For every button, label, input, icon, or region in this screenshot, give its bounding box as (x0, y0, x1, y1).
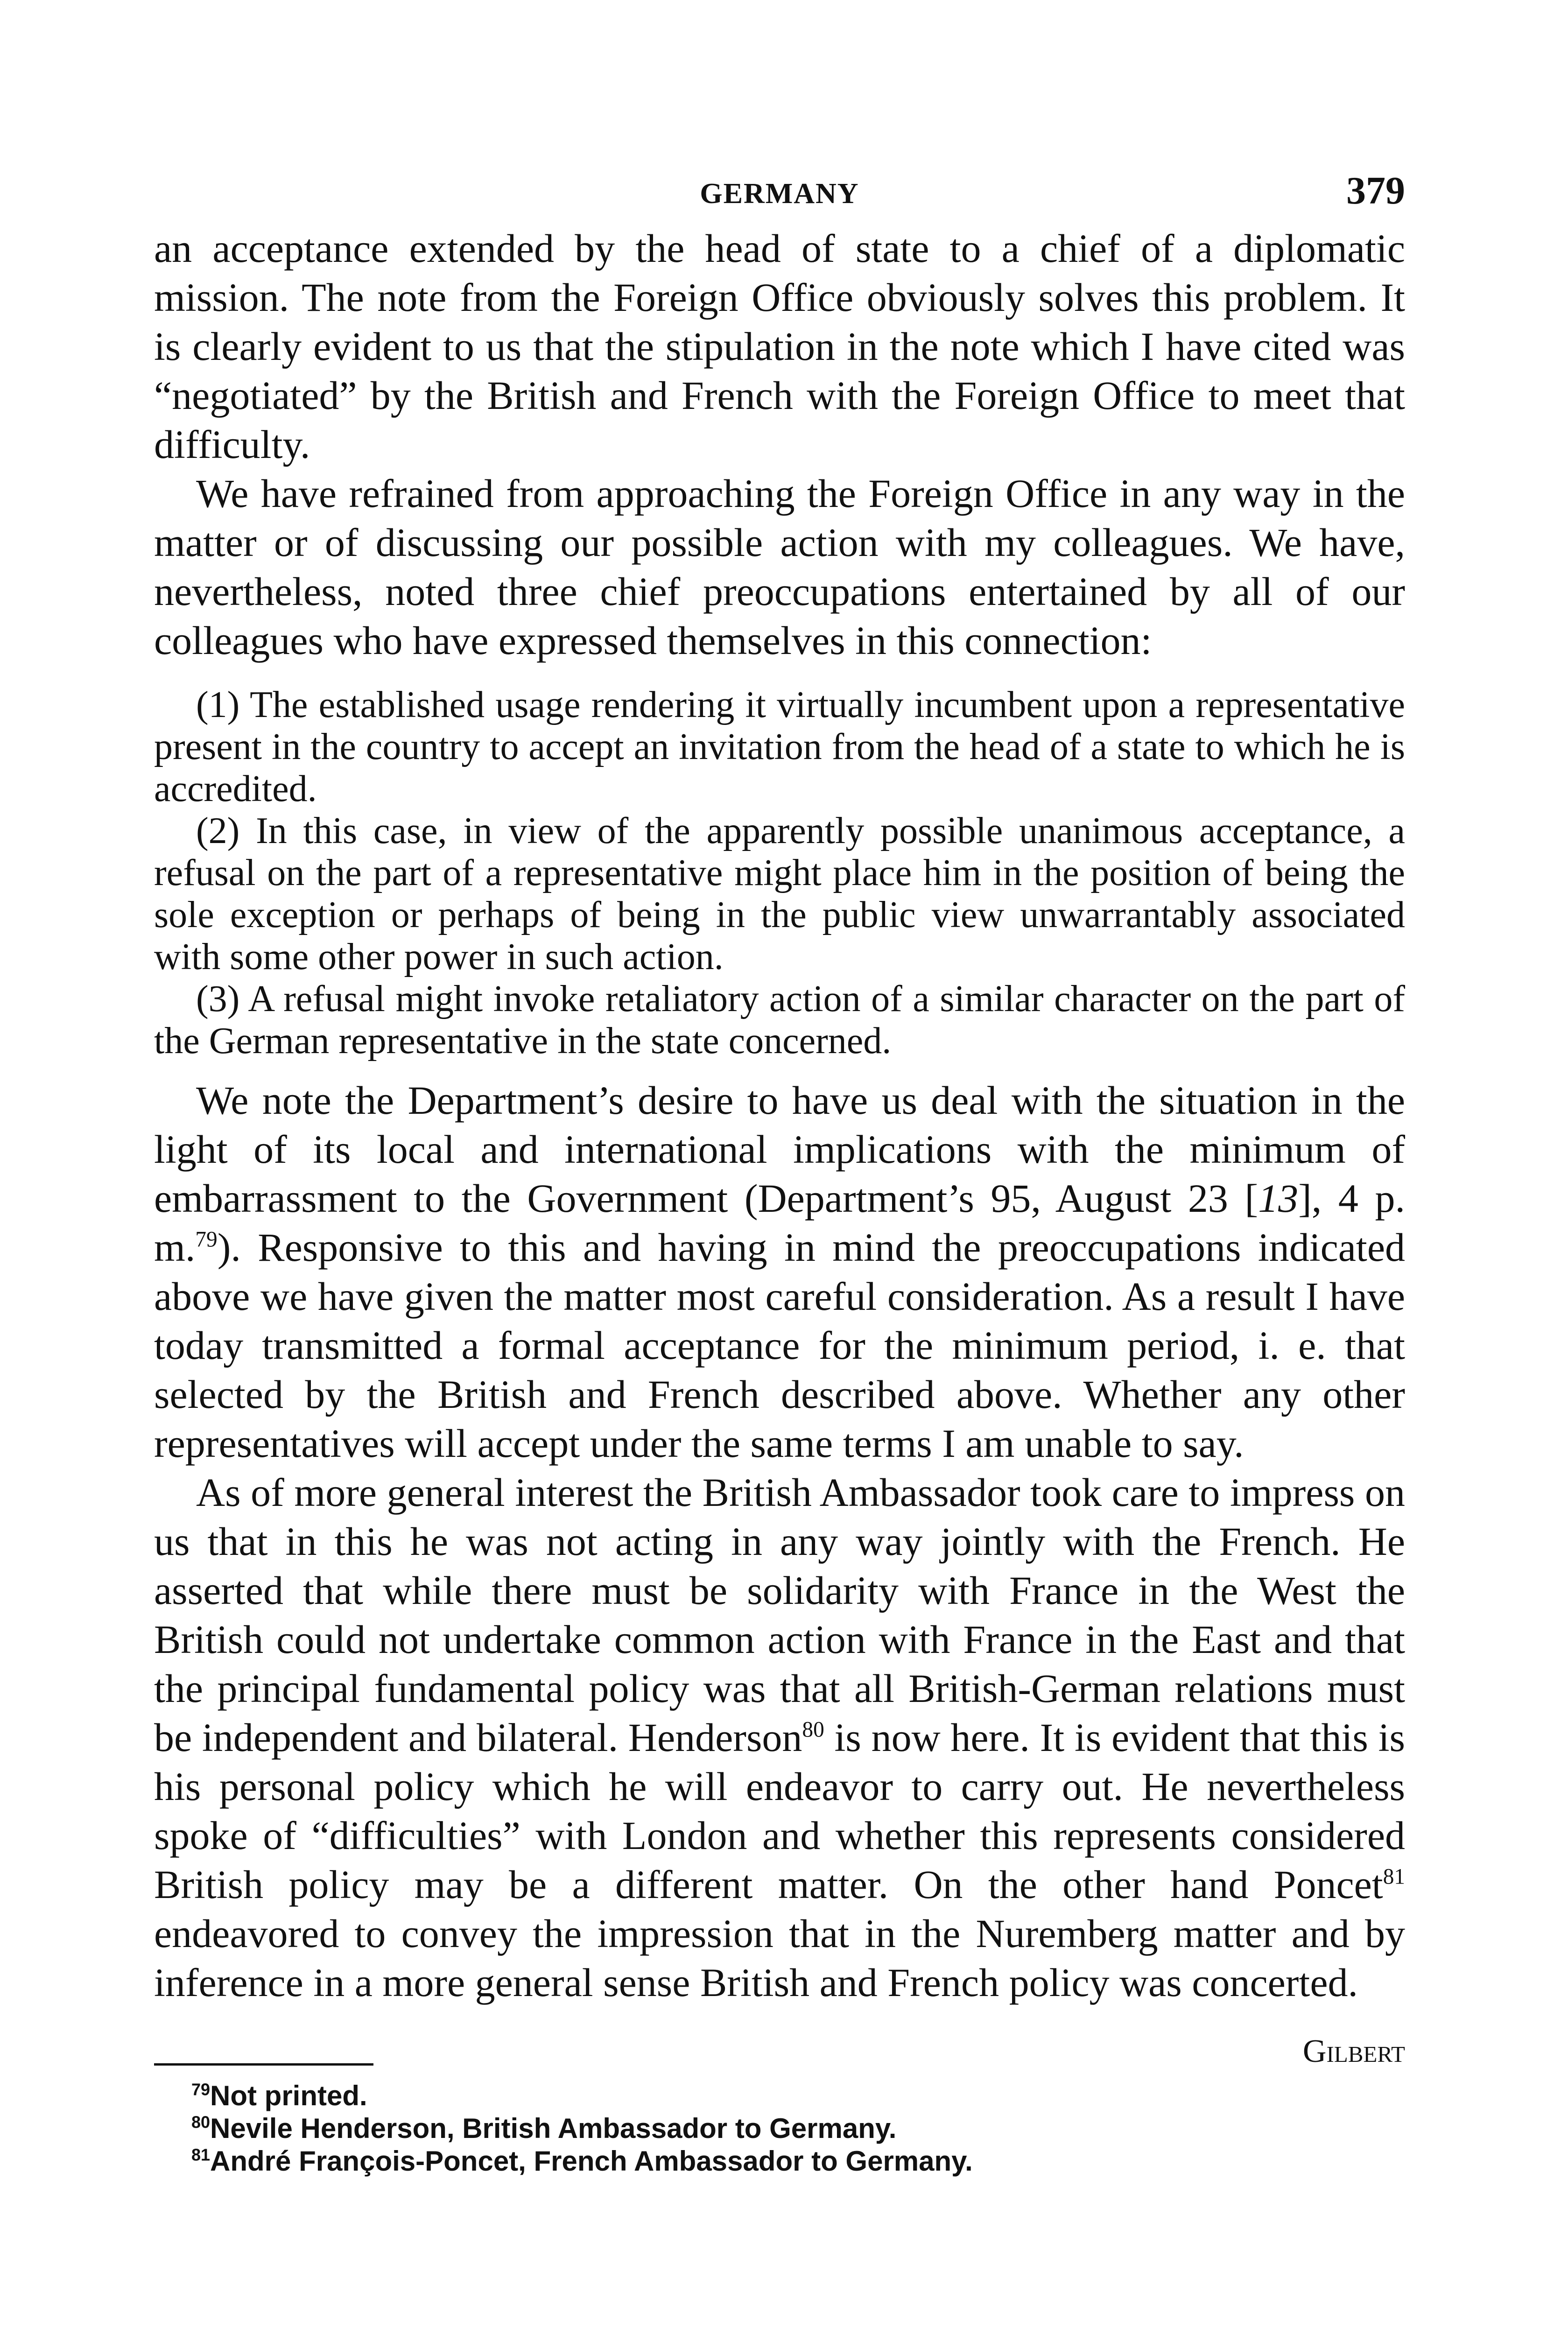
footnote-ref-81[interactable]: 81 (1383, 1864, 1405, 1889)
footnote-text: Nevile Henderson, British Ambassador to Germany. (210, 2113, 897, 2144)
running-head: GERMANY (700, 178, 859, 210)
paragraph-3-text-mid: ], 4 p. m. (154, 1176, 1405, 1270)
paragraph-2: We have refrained from approaching the Foreign Office in any way in the matter or of discussing our possible action with my colleagues. We have, nevertheless, noted three chief preoccupations entertained by all of our colleagues who have expressed themselves in this connection: (154, 471, 1405, 663)
paragraph-3-text: We note the Department’s desire to have us deal with the situation in the light of its local and international implications with the minimum of embarrassment to the Government (Department’s 95, August 23 [ (154, 1078, 1405, 1221)
paragraph-4-text: As of more general interest the British Ambassador took care to impress on us that in this he was not acting in any way jointly with the French. He asserted that while there must be solidarity with France in the West the British could not undertake common action with France in the East and that the principal fundamental policy was that all British-German relations must be independent and bilateral. Henderson (154, 1470, 1405, 1760)
signature: Gilbert (1302, 2033, 1405, 2069)
footnotes (154, 2080, 1405, 2178)
paragraph-4-text-end: endeavored to convey the impression that in the Nuremberg matter and by inference in a more general sense British and French policy was concerted. (154, 1911, 1405, 2005)
footnote-mark: 81 (191, 2145, 211, 2165)
document-page (154, 169, 1406, 2178)
footnote-79 (154, 2080, 1405, 2112)
list-item: (3) A refusal might invoke retaliatory action of a similar character on the part of the German representative in the state concerned. (154, 978, 1405, 1062)
footnote-text: André François-Poncet, French Ambassador to Germany. (210, 2145, 973, 2177)
footnote-81 (154, 2145, 1405, 2178)
footnote-divider (154, 2063, 373, 2066)
paragraph-3 (154, 1076, 1405, 1468)
footnote-ref-80[interactable]: 80 (802, 1717, 824, 1742)
paragraph-1: an acceptance extended by the head of state to a chief of a diplomatic mission. The note from the Foreign Office obviously solves this problem. It is clearly evident to us that the stipulation in the note which I have cited was “negotiated” by the British and French with the Foreign Office to meet that difficulty. (154, 226, 1405, 467)
list-item: (2) In this case, in view of the apparently possible unanimous acceptance, a refusal on the part of a representative might place him in the position of being the sole exception or perhaps of being in the public view unwarrantably associated with some other power in such action. (154, 810, 1405, 977)
paragraph-4 (154, 1468, 1405, 2007)
page-number: 379 (1346, 169, 1405, 212)
page-header (154, 169, 1405, 224)
telegram-number: 13 (1258, 1176, 1299, 1221)
preoccupations-list (154, 684, 1405, 1062)
footnote-ref-79[interactable]: 79 (195, 1227, 218, 1252)
paragraph-3-text-end: ). Responsive to this and having in mind the preoccupations indicated above we have given the matter most careful consideration. As a result I have today transmitted a formal acceptance for the minimum period, i. e. that selected by the British and French described above. Whether any other representatives will accept under the same terms I am unable to say. (154, 1225, 1405, 1466)
footnote-text: Not printed. (210, 2080, 367, 2111)
footnote-mark: 79 (191, 2080, 211, 2099)
list-item: (1) The established usage rendering it virtually incumbent upon a representative present in the country to accept an invitation from the head of a state to which he is accredited. (154, 684, 1405, 809)
footnote-mark: 80 (191, 2112, 211, 2132)
footnote-80 (154, 2112, 1405, 2145)
paragraph-4-text-mid: is now here. It is evident that this is his personal policy which he will endeavor to carry out. He nevertheless spoke of “difficulties” with London and whether this represents considered British policy may be a different matter. On the other hand Poncet (154, 1715, 1406, 1907)
